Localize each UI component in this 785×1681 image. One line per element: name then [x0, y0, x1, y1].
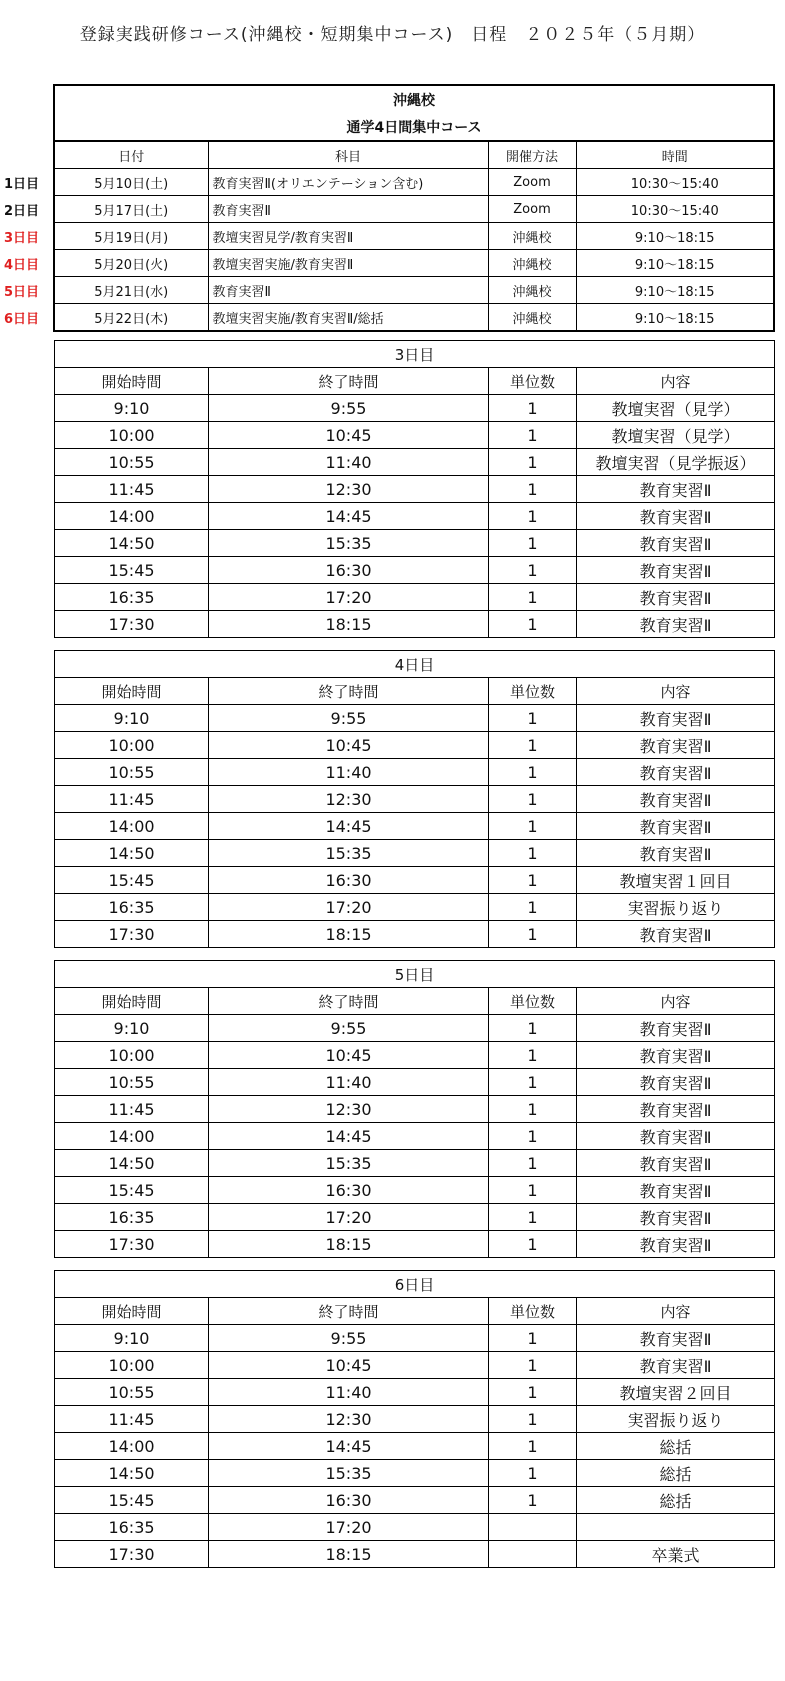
units-cell: 1 — [489, 867, 577, 894]
units-cell: 1 — [489, 449, 577, 476]
end-time-cell: 15:35 — [209, 840, 489, 867]
units-cell: 1 — [489, 1042, 577, 1069]
end-time-cell: 15:35 — [209, 530, 489, 557]
end-time-cell: 15:35 — [209, 1460, 489, 1487]
end-time-cell: 10:45 — [209, 1352, 489, 1379]
start-time-cell: 10:55 — [55, 1069, 209, 1096]
units-cell: 1 — [489, 1325, 577, 1352]
start-time-cell: 14:00 — [55, 813, 209, 840]
table-row — [55, 1352, 775, 1379]
content-cell: 実習振り返り — [577, 894, 775, 921]
end-time-cell: 10:45 — [209, 732, 489, 759]
table-row — [55, 1096, 775, 1123]
content-cell: 教育実習Ⅱ — [577, 476, 775, 503]
day-table — [54, 650, 775, 948]
table-row — [55, 813, 775, 840]
time-cell: 9:10～18:15 — [576, 250, 774, 277]
end-time-cell: 17:20 — [209, 584, 489, 611]
end-time-cell: 14:45 — [209, 503, 489, 530]
content-cell: 教壇実習（見学） — [577, 422, 775, 449]
end-time-cell: 11:40 — [209, 1379, 489, 1406]
table-row — [55, 867, 775, 894]
end-header: 終了時間 — [209, 678, 489, 705]
end-time-cell: 11:40 — [209, 759, 489, 786]
end-time-cell: 9:55 — [209, 1325, 489, 1352]
end-time-cell: 16:30 — [209, 557, 489, 584]
content-cell: 教育実習Ⅱ — [577, 1042, 775, 1069]
table-row — [55, 1433, 775, 1460]
content-header: 内容 — [577, 1298, 775, 1325]
start-time-cell: 17:30 — [55, 921, 209, 948]
units-cell: 1 — [489, 759, 577, 786]
end-time-cell: 14:45 — [209, 1433, 489, 1460]
start-time-cell: 10:00 — [55, 1042, 209, 1069]
table-row — [55, 894, 775, 921]
start-header: 開始時間 — [55, 988, 209, 1015]
content-cell: 教壇実習（見学） — [577, 395, 775, 422]
content-cell: 教壇実習（見学振返） — [577, 449, 775, 476]
day-label: 5日目 — [4, 284, 40, 300]
units-cell: 1 — [489, 584, 577, 611]
content-cell: 総括 — [577, 1487, 775, 1514]
units-cell: 1 — [489, 1096, 577, 1123]
subject-cell: 教育実習Ⅱ(オリエンテーション含む) — [208, 169, 488, 196]
units-cell: 1 — [489, 611, 577, 638]
content-cell: 教育実習Ⅱ — [577, 1096, 775, 1123]
end-time-cell: 16:30 — [209, 1177, 489, 1204]
page-title: 登録実践研修コース(沖縄校・短期集中コース) 日程 ２０２５年（５月期） — [79, 25, 706, 45]
units-cell: 1 — [489, 813, 577, 840]
time-cell: 9:10～18:15 — [576, 304, 774, 332]
day-title: 4日目 — [55, 651, 775, 678]
content-header: 内容 — [577, 368, 775, 395]
table-row — [55, 1177, 775, 1204]
end-header: 終了時間 — [209, 1298, 489, 1325]
table-row — [55, 759, 775, 786]
start-time-cell: 14:50 — [55, 1460, 209, 1487]
units-cell — [489, 1514, 577, 1541]
course-name: 通学4日間集中コース — [54, 114, 774, 141]
units-header: 単位数 — [489, 988, 577, 1015]
table-row — [55, 1325, 775, 1352]
content-cell: 卒業式 — [577, 1541, 775, 1568]
content-cell: 教育実習Ⅱ — [577, 759, 775, 786]
table-row — [55, 1460, 775, 1487]
start-time-cell: 15:45 — [55, 867, 209, 894]
header-date: 日付 — [54, 141, 208, 169]
content-cell: 教育実習Ⅱ — [577, 705, 775, 732]
time-cell: 9:10～18:15 — [576, 223, 774, 250]
content-cell: 実習振り返り — [577, 1406, 775, 1433]
units-cell: 1 — [489, 1231, 577, 1258]
start-time-cell: 14:00 — [55, 1123, 209, 1150]
table-row — [55, 1379, 775, 1406]
time-cell: 10:30～15:40 — [576, 196, 774, 223]
overview-row — [0, 169, 774, 196]
table-row — [55, 705, 775, 732]
units-cell: 1 — [489, 422, 577, 449]
content-cell: 教壇実習１回目 — [577, 867, 775, 894]
units-cell: 1 — [489, 1487, 577, 1514]
method-cell: 沖縄校 — [488, 277, 576, 304]
table-row — [55, 503, 775, 530]
units-cell: 1 — [489, 1123, 577, 1150]
end-time-cell: 11:40 — [209, 1069, 489, 1096]
units-header: 単位数 — [489, 678, 577, 705]
time-cell: 10:30～15:40 — [576, 169, 774, 196]
content-cell: 教壇実習２回目 — [577, 1379, 775, 1406]
table-row — [55, 786, 775, 813]
end-time-cell: 17:20 — [209, 1514, 489, 1541]
overview-row — [0, 250, 774, 277]
content-cell: 教育実習Ⅱ — [577, 921, 775, 948]
content-cell: 教育実習Ⅱ — [577, 503, 775, 530]
table-row — [55, 732, 775, 759]
table-row — [55, 1150, 775, 1177]
units-cell: 1 — [489, 1433, 577, 1460]
units-cell: 1 — [489, 1204, 577, 1231]
content-cell: 教育実習Ⅱ — [577, 584, 775, 611]
content-cell: 教育実習Ⅱ — [577, 530, 775, 557]
start-time-cell: 14:50 — [55, 530, 209, 557]
header-method: 開催方法 — [488, 141, 576, 169]
end-time-cell: 11:40 — [209, 449, 489, 476]
start-time-cell: 15:45 — [55, 1487, 209, 1514]
date-cell: 5月20日(火) — [54, 250, 208, 277]
day-label: 6日目 — [4, 311, 40, 327]
start-time-cell: 14:00 — [55, 1433, 209, 1460]
units-cell: 1 — [489, 921, 577, 948]
start-time-cell: 10:00 — [55, 1352, 209, 1379]
overview-table — [0, 84, 775, 332]
start-time-cell: 16:35 — [55, 584, 209, 611]
end-header: 終了時間 — [209, 368, 489, 395]
date-cell: 5月19日(月) — [54, 223, 208, 250]
content-cell: 教育実習Ⅱ — [577, 1325, 775, 1352]
table-row — [55, 1231, 775, 1258]
time-cell: 9:10～18:15 — [576, 277, 774, 304]
end-time-cell: 18:15 — [209, 1231, 489, 1258]
units-cell: 1 — [489, 732, 577, 759]
end-header: 終了時間 — [209, 988, 489, 1015]
table-row — [55, 449, 775, 476]
end-time-cell: 9:55 — [209, 1015, 489, 1042]
subject-cell: 教育実習Ⅱ — [208, 277, 488, 304]
day-table — [54, 340, 775, 638]
start-header: 開始時間 — [55, 678, 209, 705]
overview-row — [0, 277, 774, 304]
start-time-cell: 15:45 — [55, 1177, 209, 1204]
start-time-cell: 16:35 — [55, 1514, 209, 1541]
start-time-cell: 16:35 — [55, 1204, 209, 1231]
table-row — [55, 1541, 775, 1568]
method-cell: 沖縄校 — [488, 304, 576, 332]
method-cell: 沖縄校 — [488, 223, 576, 250]
content-cell: 教育実習Ⅱ — [577, 1069, 775, 1096]
start-time-cell: 11:45 — [55, 476, 209, 503]
units-cell: 1 — [489, 503, 577, 530]
start-time-cell: 10:55 — [55, 449, 209, 476]
content-cell: 教育実習Ⅱ — [577, 1204, 775, 1231]
subject-cell: 教育実習Ⅱ — [208, 196, 488, 223]
units-header: 単位数 — [489, 368, 577, 395]
end-time-cell: 10:45 — [209, 1042, 489, 1069]
date-cell: 5月10日(土) — [54, 169, 208, 196]
start-header: 開始時間 — [55, 1298, 209, 1325]
start-time-cell: 9:10 — [55, 395, 209, 422]
units-cell: 1 — [489, 530, 577, 557]
start-time-cell: 10:00 — [55, 732, 209, 759]
content-cell: 教育実習Ⅱ — [577, 1150, 775, 1177]
units-cell: 1 — [489, 786, 577, 813]
units-cell: 1 — [489, 1379, 577, 1406]
day-title: 6日目 — [55, 1271, 775, 1298]
units-cell: 1 — [489, 1150, 577, 1177]
table-row — [55, 422, 775, 449]
method-cell: 沖縄校 — [488, 250, 576, 277]
subject-cell: 教壇実習実施/教育実習Ⅱ — [208, 250, 488, 277]
table-row — [55, 584, 775, 611]
end-time-cell: 16:30 — [209, 867, 489, 894]
content-cell — [577, 1514, 775, 1541]
content-cell: 教育実習Ⅱ — [577, 1177, 775, 1204]
subject-cell: 教壇実習見学/教育実習Ⅱ — [208, 223, 488, 250]
units-cell: 1 — [489, 1177, 577, 1204]
table-row — [55, 611, 775, 638]
content-cell: 教育実習Ⅱ — [577, 1352, 775, 1379]
start-time-cell: 10:55 — [55, 1379, 209, 1406]
table-row — [55, 1487, 775, 1514]
day-label: 1日目 — [4, 176, 40, 192]
table-row — [55, 1123, 775, 1150]
content-cell: 教育実習Ⅱ — [577, 611, 775, 638]
content-header: 内容 — [577, 678, 775, 705]
units-cell: 1 — [489, 557, 577, 584]
start-time-cell: 9:10 — [55, 705, 209, 732]
day-label: 3日目 — [4, 230, 40, 246]
table-row — [55, 1204, 775, 1231]
units-cell: 1 — [489, 894, 577, 921]
overview-row — [0, 223, 774, 250]
day-label: 2日目 — [4, 203, 40, 219]
table-row — [55, 921, 775, 948]
end-time-cell: 18:15 — [209, 1541, 489, 1568]
units-cell — [489, 1541, 577, 1568]
start-time-cell: 15:45 — [55, 557, 209, 584]
units-cell: 1 — [489, 395, 577, 422]
start-time-cell: 14:50 — [55, 840, 209, 867]
day-title: 3日目 — [55, 341, 775, 368]
end-time-cell: 18:15 — [209, 921, 489, 948]
day-table — [54, 960, 775, 1258]
start-time-cell: 17:30 — [55, 1541, 209, 1568]
units-cell: 1 — [489, 1015, 577, 1042]
content-header: 内容 — [577, 988, 775, 1015]
units-cell: 1 — [489, 705, 577, 732]
end-time-cell: 9:55 — [209, 395, 489, 422]
start-time-cell: 10:55 — [55, 759, 209, 786]
method-cell: Zoom — [488, 169, 576, 196]
table-row — [55, 476, 775, 503]
start-time-cell: 17:30 — [55, 611, 209, 638]
end-time-cell: 18:15 — [209, 611, 489, 638]
date-cell: 5月22日(木) — [54, 304, 208, 332]
content-cell: 教育実習Ⅱ — [577, 557, 775, 584]
start-time-cell: 9:10 — [55, 1015, 209, 1042]
end-time-cell: 14:45 — [209, 1123, 489, 1150]
day-table — [54, 1270, 775, 1568]
content-cell: 総括 — [577, 1460, 775, 1487]
end-time-cell: 10:45 — [209, 422, 489, 449]
start-time-cell: 14:00 — [55, 503, 209, 530]
school-name: 沖縄校 — [54, 85, 774, 114]
header-subject: 科目 — [208, 141, 488, 169]
end-time-cell: 14:45 — [209, 813, 489, 840]
start-time-cell: 9:10 — [55, 1325, 209, 1352]
start-time-cell: 17:30 — [55, 1231, 209, 1258]
day-label: 4日目 — [4, 257, 40, 273]
units-cell: 1 — [489, 1460, 577, 1487]
start-time-cell: 10:00 — [55, 422, 209, 449]
content-cell: 教育実習Ⅱ — [577, 1123, 775, 1150]
subject-cell: 教壇実習実施/教育実習Ⅱ/総括 — [208, 304, 488, 332]
table-row — [55, 395, 775, 422]
table-row — [55, 840, 775, 867]
table-row — [55, 1042, 775, 1069]
units-header: 単位数 — [489, 1298, 577, 1325]
table-row — [55, 530, 775, 557]
table-row — [55, 557, 775, 584]
content-cell: 教育実習Ⅱ — [577, 1231, 775, 1258]
start-time-cell: 16:35 — [55, 894, 209, 921]
content-cell: 教育実習Ⅱ — [577, 840, 775, 867]
end-time-cell: 12:30 — [209, 1096, 489, 1123]
content-cell: 教育実習Ⅱ — [577, 732, 775, 759]
end-time-cell: 12:30 — [209, 786, 489, 813]
end-time-cell: 16:30 — [209, 1487, 489, 1514]
start-time-cell: 14:50 — [55, 1150, 209, 1177]
units-cell: 1 — [489, 1069, 577, 1096]
content-cell: 総括 — [577, 1433, 775, 1460]
units-cell: 1 — [489, 1352, 577, 1379]
units-cell: 1 — [489, 476, 577, 503]
end-time-cell: 12:30 — [209, 476, 489, 503]
start-header: 開始時間 — [55, 368, 209, 395]
overview-row — [0, 304, 774, 332]
end-time-cell: 17:20 — [209, 1204, 489, 1231]
end-time-cell: 9:55 — [209, 705, 489, 732]
date-cell: 5月21日(水) — [54, 277, 208, 304]
content-cell: 教育実習Ⅱ — [577, 786, 775, 813]
date-cell: 5月17日(土) — [54, 196, 208, 223]
overview-row — [0, 196, 774, 223]
units-cell: 1 — [489, 1406, 577, 1433]
table-row — [55, 1514, 775, 1541]
end-time-cell: 12:30 — [209, 1406, 489, 1433]
start-time-cell: 11:45 — [55, 1406, 209, 1433]
end-time-cell: 15:35 — [209, 1150, 489, 1177]
content-cell: 教育実習Ⅱ — [577, 1015, 775, 1042]
day-title: 5日目 — [55, 961, 775, 988]
method-cell: Zoom — [488, 196, 576, 223]
header-time: 時間 — [576, 141, 774, 169]
content-cell: 教育実習Ⅱ — [577, 813, 775, 840]
start-time-cell: 11:45 — [55, 1096, 209, 1123]
start-time-cell: 11:45 — [55, 786, 209, 813]
end-time-cell: 17:20 — [209, 894, 489, 921]
units-cell: 1 — [489, 840, 577, 867]
table-row — [55, 1069, 775, 1096]
table-row — [55, 1015, 775, 1042]
table-row — [55, 1406, 775, 1433]
